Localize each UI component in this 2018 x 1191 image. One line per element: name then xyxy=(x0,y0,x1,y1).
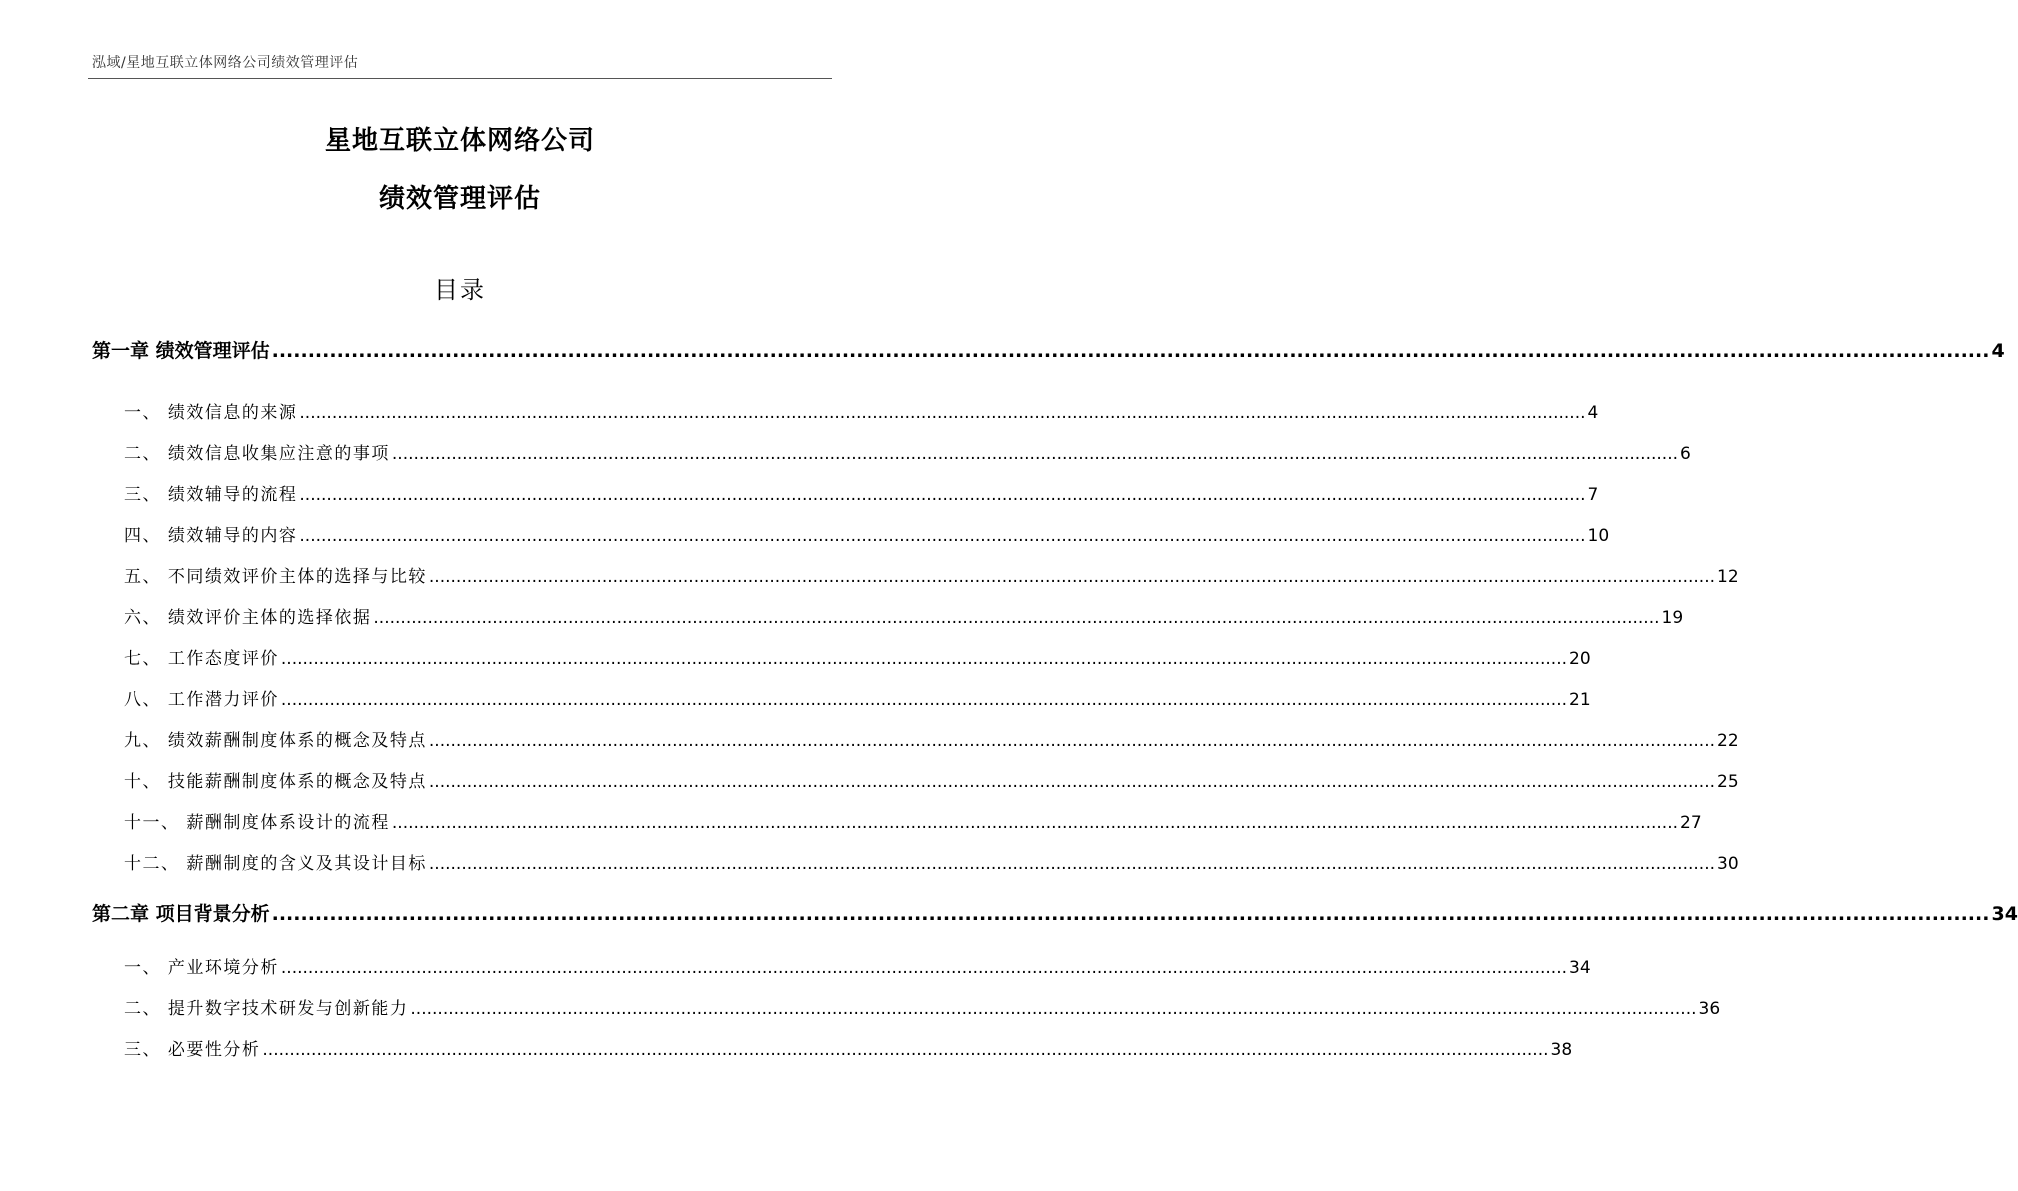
toc-entry[interactable] xyxy=(92,1035,1573,1060)
toc-entry-label: 七、 工作态度评价 xyxy=(124,649,279,669)
toc-page-number: 10 xyxy=(1587,526,1610,546)
toc-entry-label: 九、 绩效薪酬制度体系的概念及特点 xyxy=(124,731,427,751)
toc-entry[interactable] xyxy=(92,849,1739,874)
toc-leader-dots: .............................................................................................................................................................................................................................................. xyxy=(428,567,1716,587)
toc-page-number: 12 xyxy=(1717,567,1739,587)
toc-entry-label: 三、 绩效辅导的流程 xyxy=(124,485,298,505)
toc-entry[interactable] xyxy=(92,603,1684,628)
toc-entry[interactable] xyxy=(92,521,1610,546)
toc-entry-label: 六、 绩效评价主体的选择依据 xyxy=(124,608,372,628)
toc-entry[interactable] xyxy=(92,726,1739,751)
toc-page-number: 34 xyxy=(1569,958,1591,978)
toc-entry-label: 十二、 薪酬制度的含义及其设计目标 xyxy=(124,854,427,874)
toc-page-number: 34 xyxy=(1991,903,2018,925)
toc-heading: 目录 xyxy=(434,276,486,304)
toc-entry-label: 十一、 薪酬制度体系设计的流程 xyxy=(124,813,390,833)
toc-entry-label: 一、 产业环境分析 xyxy=(124,958,279,978)
toc-leader-dots: .............................................................................................................................................................................................................................................. xyxy=(428,731,1716,751)
toc-page-number: 25 xyxy=(1717,772,1739,792)
toc-page-number: 21 xyxy=(1569,690,1591,710)
toc-entry-label: 二、 提升数字技术研发与创新能力 xyxy=(124,999,409,1019)
toc-entry-label: 十、 技能薪酬制度体系的概念及特点 xyxy=(124,772,427,792)
header-divider xyxy=(88,78,832,79)
toc-entry[interactable] xyxy=(92,767,1739,792)
toc-leader-dots: .............................................................................................................................................................................................................................................. xyxy=(280,958,1568,978)
toc-leader-dots: .............................................................................................................................................................................................................................................. xyxy=(271,340,1990,362)
toc-entry[interactable] xyxy=(92,953,1591,978)
toc-page-number: 6 xyxy=(1680,444,1691,464)
toc-entry[interactable] xyxy=(92,994,1721,1019)
toc-leader-dots: .............................................................................................................................................................................................................................................. xyxy=(280,649,1568,669)
toc-entry[interactable] xyxy=(92,562,1739,587)
toc-chapter-label: 第二章 项目背景分析 xyxy=(92,903,270,925)
toc-page-number: 20 xyxy=(1569,649,1591,669)
document-title: 星地互联立体网络公司 xyxy=(324,126,595,156)
toc-page-number: 22 xyxy=(1717,731,1739,751)
toc-page-number: 38 xyxy=(1550,1040,1573,1060)
toc-entry[interactable] xyxy=(92,439,1691,464)
running-header: 泓域/星地互联立体网络公司绩效管理评估 xyxy=(92,55,359,71)
toc-page-number: 30 xyxy=(1717,854,1739,874)
toc-chapter[interactable] xyxy=(92,899,2018,926)
toc-entry-label: 五、 不同绩效评价主体的选择与比较 xyxy=(124,567,427,587)
toc-chapter[interactable] xyxy=(92,336,2005,363)
toc-entry[interactable] xyxy=(92,685,1591,710)
toc-leader-dots: .............................................................................................................................................................................................................................................. xyxy=(299,403,1586,423)
toc-leader-dots: .............................................................................................................................................................................................................................................. xyxy=(373,608,1660,628)
toc-leader-dots: .............................................................................................................................................................................................................................................. xyxy=(391,813,1679,833)
toc-entry[interactable] xyxy=(92,398,1599,423)
toc-entry-label: 四、 绩效辅导的内容 xyxy=(124,526,298,546)
toc-leader-dots: .............................................................................................................................................................................................................................................. xyxy=(271,903,1990,925)
document-subtitle: 绩效管理评估 xyxy=(378,184,541,214)
toc-leader-dots: .............................................................................................................................................................................................................................................. xyxy=(428,854,1716,874)
toc-leader-dots: .............................................................................................................................................................................................................................................. xyxy=(299,526,1586,546)
toc-entry[interactable] xyxy=(92,808,1702,833)
toc-entry-label: 一、 绩效信息的来源 xyxy=(124,403,298,423)
toc-leader-dots: .............................................................................................................................................................................................................................................. xyxy=(410,999,1697,1019)
toc-leader-dots: .............................................................................................................................................................................................................................................. xyxy=(428,772,1716,792)
toc-page-number: 4 xyxy=(1587,403,1599,423)
toc-entry-label: 二、 绩效信息收集应注意的事项 xyxy=(124,444,390,464)
toc-page-number: 19 xyxy=(1661,608,1684,628)
toc-leader-dots: .............................................................................................................................................................................................................................................. xyxy=(391,444,1679,464)
toc-leader-dots: .............................................................................................................................................................................................................................................. xyxy=(280,690,1568,710)
toc-page-number: 27 xyxy=(1680,813,1702,833)
toc-leader-dots: .............................................................................................................................................................................................................................................. xyxy=(299,485,1586,505)
toc-page-number: 4 xyxy=(1991,340,2005,362)
toc-leader-dots: .............................................................................................................................................................................................................................................. xyxy=(262,1040,1549,1060)
toc-entry-label: 三、 必要性分析 xyxy=(124,1040,261,1060)
toc-entry[interactable] xyxy=(92,644,1591,669)
toc-chapter-label: 第一章 绩效管理评估 xyxy=(92,340,270,362)
toc-entry[interactable] xyxy=(92,480,1599,505)
toc-page-number: 36 xyxy=(1698,999,1721,1019)
toc-entry-label: 八、 工作潜力评价 xyxy=(124,690,279,710)
toc-page-number: 7 xyxy=(1587,485,1599,505)
